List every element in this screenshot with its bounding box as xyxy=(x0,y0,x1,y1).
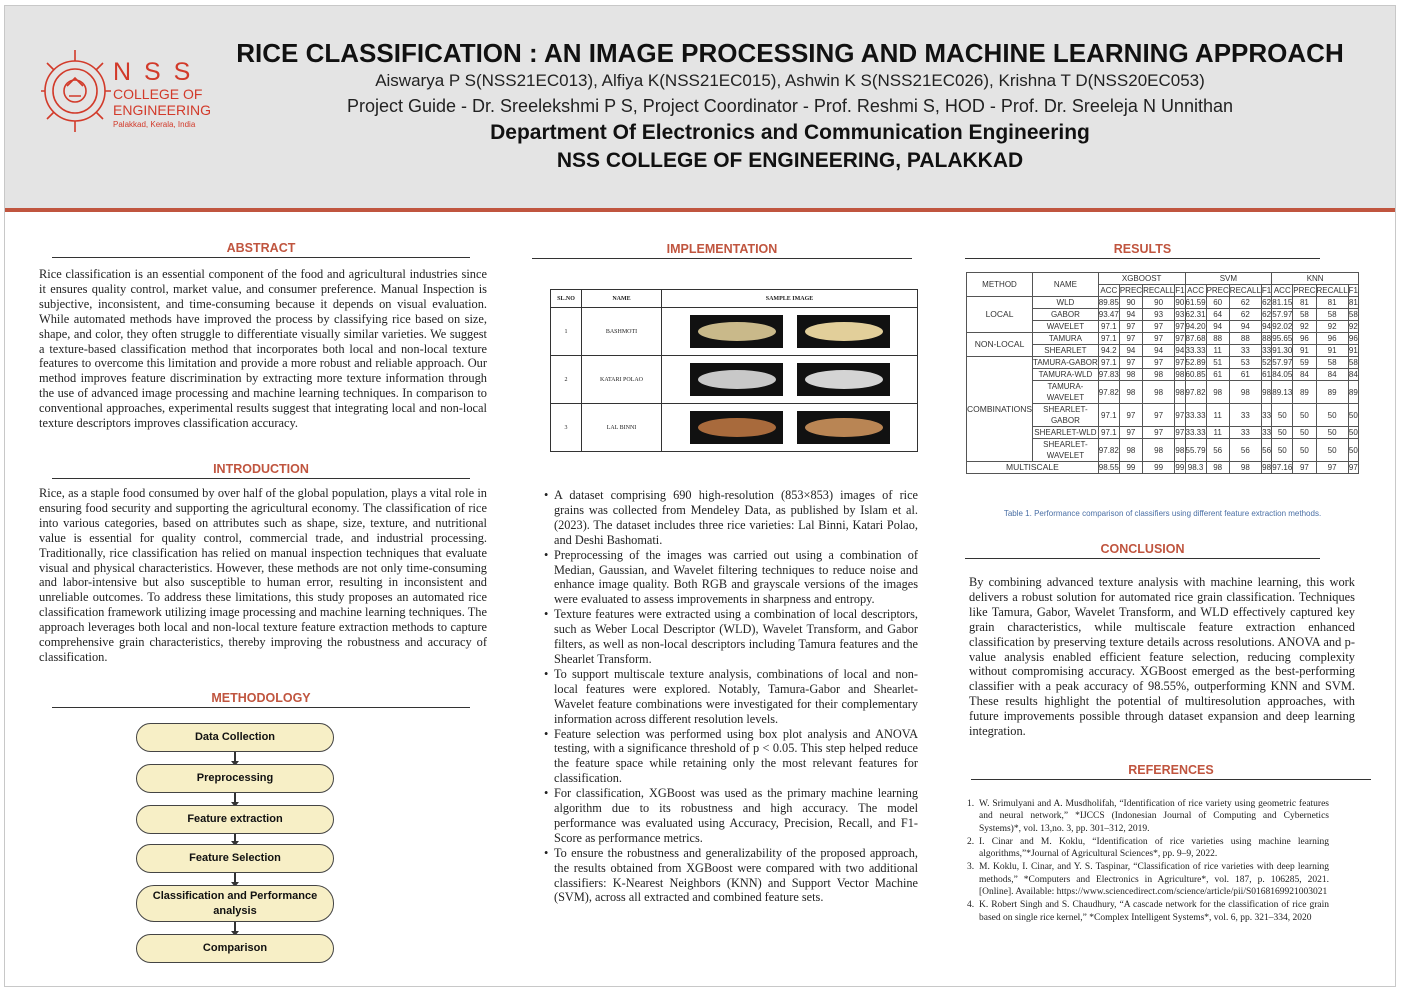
col-classifier: XGBOOST xyxy=(1098,273,1185,285)
metric-value-cell: 97.82 xyxy=(1098,381,1119,404)
metric-value-cell: 92 xyxy=(1293,321,1316,333)
metric-value-cell: 98 xyxy=(1175,381,1185,404)
list-item: • For classification, XGBoost was used as the primary machine learning algorithm due to its robustness and high accuracy. The model performance was evaluated using Accuracy, Precision, Recall, and F1-Score as performance metrics. xyxy=(542,786,918,846)
list-item: • Preprocessing of the images was carried out using a combination of Median, Gaussian, and Wavelet filtering techniques to reduce noise and enhance image quality. Both RGB and grayscale versions of the images were evaluated to assess improvements in sharpness and entropy. xyxy=(542,548,918,608)
metric-value-cell: 94 xyxy=(1175,346,1185,355)
sample-name: BASHMOTI xyxy=(582,308,662,356)
list-item: • Texture features were extracted using a combination of local descriptors, such as Weber Local Descriptor (WLD), Wavelet Transform, and Gabor filters, as well as non-local descriptors including Tamura features and the Shearlet Transform. xyxy=(542,607,918,667)
metric-value-cell: 61 xyxy=(1262,370,1272,379)
metric-value-cell: 98 xyxy=(1119,381,1142,404)
metric-value-cell: 99 xyxy=(1175,463,1185,472)
metric-value-cell: 33 xyxy=(1229,427,1261,439)
metric-value-cell: 50 xyxy=(1316,404,1348,427)
table-row xyxy=(967,333,1359,345)
conclusion-text: By combining advanced texture analysis with machine learning, this work delivers a robust solution for automated rice grain classification. Techniques like Tamura, Gabor, Wavelet Transform, and WLD effectively captured key grain characteristics, while multiscale feature extraction enhanced classification by preserving texture details across resolutions. ANOVA and p-value analysis enabled efficient feature selection, reducing complexity without compromising accuracy. XGBoost emerged as the best-performing classifier with a peak accuracy of 98.55%, outperforming KNN and SVM. These results highlight the potential of multiresolution approaches, with future improvements possible through dataset expansion and deep learning integration. xyxy=(969,575,1355,739)
metric-value-cell: 52.89 xyxy=(1185,358,1206,367)
metric-value-cell: 50 xyxy=(1272,404,1293,427)
metric-value-cell: 92 xyxy=(1348,322,1358,331)
metric-value-cell: 62 xyxy=(1229,297,1261,309)
metric-value-cell: 88 xyxy=(1229,333,1261,345)
table-row xyxy=(967,297,1359,309)
ref-number: 2. xyxy=(967,836,975,847)
rice-grain-image xyxy=(690,363,783,396)
metric-value-cell: 98 xyxy=(1119,439,1142,462)
sample-images-table xyxy=(550,289,918,452)
metric-value-cell: 97.82 xyxy=(1185,381,1206,404)
metric-value-cell: 89.13 xyxy=(1272,381,1293,404)
rice-grain-image xyxy=(797,411,890,444)
metric-value-cell: 96 xyxy=(1348,334,1358,343)
col-classifier: KNN xyxy=(1272,273,1359,285)
metric-value-cell: 94.2 xyxy=(1098,345,1119,357)
metric-value-cell: 53 xyxy=(1229,357,1261,369)
metric-value-cell: 50 xyxy=(1293,427,1316,439)
metric-value-cell: 98 xyxy=(1143,369,1175,381)
ref-text: W. Srimulyani and A. Musdholifah, “Identification of rice variety using geometric features and neural network,” *IJCCS (Indonesian Journal of Computing and Cybernetics Systems)*, vol. 13,no. 3, pp. 301–312, 2019. xyxy=(979,799,1329,834)
metric-value-cell: 94 xyxy=(1262,322,1272,331)
metric-value-cell: 58 xyxy=(1293,309,1316,321)
metric-value-cell: 94 xyxy=(1119,345,1142,357)
metric-value-cell: 58 xyxy=(1316,309,1348,321)
metric-value-cell: 84 xyxy=(1293,369,1316,381)
logo-line1: COLLEGE OF xyxy=(113,86,203,102)
poster-title: RICE CLASSIFICATION : AN IMAGE PROCESSING AND MACHINE LEARNING APPROACH xyxy=(236,38,1344,68)
metric-value-cell: 55.79 xyxy=(1185,439,1206,462)
metric-value-cell: 97 xyxy=(1175,334,1185,343)
metric-value-cell: 97 xyxy=(1175,322,1185,331)
logo-nss: N S S xyxy=(113,58,194,86)
metric-value-cell: 91 xyxy=(1316,345,1348,357)
metric-value-cell: 98 xyxy=(1175,370,1185,379)
metric-value-cell: 84.05 xyxy=(1272,370,1293,379)
ref-number: 1. xyxy=(967,799,975,809)
metric-value-cell: 94.20 xyxy=(1185,322,1206,331)
metric-value-cell: 97 xyxy=(1119,321,1142,333)
results-heading: RESULTS xyxy=(965,242,1320,259)
metric-value-cell: 57.97 xyxy=(1272,310,1293,319)
metric-value-cell: 94 xyxy=(1119,309,1142,321)
metric-value-cell: 96 xyxy=(1293,333,1316,345)
metric-value-cell: 50 xyxy=(1348,428,1358,437)
department: Department Of Electronics and Communication Engineering xyxy=(490,121,1090,144)
metric-value-cell: 97 xyxy=(1119,357,1142,369)
table-row xyxy=(967,357,1359,369)
flow-step-data-collection: Data Collection xyxy=(136,723,334,752)
metric-value-cell: 97.1 xyxy=(1098,357,1119,369)
feature-name-cell: SHEARLET-WLD xyxy=(1034,428,1097,437)
metric-value-cell: 64 xyxy=(1206,309,1229,321)
ref-number: 4. xyxy=(967,900,975,911)
abstract-text: Rice classification is an essential component of the food and agricultural industries since it ensures quality control, market value, and consumer preference. Manual Inspection is subjective, inconsistent, and time-consuming because it depends on visual evaluation. While automated methods have improved the process by classifying rice based on size, shape, and color, they often struggle to differentiate visually similar varieties. We suggest a texture-based classification method that incorporates both local and non-local texture features to overcome this limitation and provide a more robust and reliable approach. Our method improves feature discrimination by extracting more texture information through the use of advanced image processing and machine learning techniques. In comparison to conventional approaches, experimental results suggest that integrating local and non-local texture descriptors improves classification accuracy. xyxy=(39,267,487,431)
list-item: • To ensure the robustness and generalizability of the proposed approach, the results obtained from XGBoost were compared with two additional classifiers: K-Nearest Neighbors (KNN) and Support Vector Machine (SVM), across all extracted and combined feature sets. xyxy=(542,846,918,906)
sample-images xyxy=(662,356,918,404)
col-metric: RECALL xyxy=(1143,286,1175,295)
references-list xyxy=(967,798,1329,925)
col-metric: ACC xyxy=(1185,285,1206,297)
feature-name-cell: SHEARLET-WAVELET xyxy=(1033,439,1099,462)
metric-value-cell: 50 xyxy=(1348,404,1358,427)
metric-value-cell: 97.1 xyxy=(1098,427,1119,439)
metric-value-cell: 84 xyxy=(1316,369,1348,381)
metric-value-cell: 81 xyxy=(1348,298,1358,307)
table-row xyxy=(551,404,918,452)
metric-value-cell: 61 xyxy=(1229,369,1261,381)
metric-value-cell: 97 xyxy=(1175,358,1185,367)
guides: Project Guide - Dr. Sreelekshmi P S, Project Coordinator - Prof. Reshmi S, HOD - Prof. Dr. Sreeleja N Unnithan xyxy=(347,96,1233,116)
logo-line2: ENGINEERING xyxy=(113,102,212,118)
metric-value-cell: 97 xyxy=(1119,404,1142,427)
metric-value-cell: 33 xyxy=(1229,404,1261,427)
ref-number: 3. xyxy=(967,862,975,873)
feature-name-cell: GABOR xyxy=(1033,309,1099,321)
implementation-bullets xyxy=(542,488,918,905)
metric-value-cell: 89 xyxy=(1316,381,1348,404)
rice-grain-image xyxy=(690,411,783,444)
metric-value-cell: 58 xyxy=(1348,310,1358,319)
metric-value-cell: 61.59 xyxy=(1185,298,1206,307)
metric-value-cell: 93.47 xyxy=(1098,310,1119,319)
results-table-body xyxy=(967,297,1359,474)
col-name: NAME xyxy=(582,290,662,308)
col-metric: RECALL xyxy=(1229,286,1261,295)
metric-value-cell: 98 xyxy=(1262,463,1272,472)
metric-value-cell: 58 xyxy=(1316,357,1348,369)
metric-value-cell: 97 xyxy=(1143,321,1175,333)
metric-value-cell: 95.65 xyxy=(1272,334,1293,343)
metric-value-cell: 62 xyxy=(1262,298,1272,307)
metric-value-cell: 90 xyxy=(1175,298,1185,307)
metric-value-cell: 50 xyxy=(1316,427,1348,439)
metric-value-cell: 11 xyxy=(1206,345,1229,357)
flow-arrow-icon xyxy=(234,873,236,885)
metric-value-cell: 97 xyxy=(1175,428,1185,437)
metric-value-cell: 61 xyxy=(1206,369,1229,381)
poster xyxy=(4,5,1396,987)
ref-text: K. Robert Singh and S. Chaudhury, “A cascade network for the classification of rice grain based on single rice kernel,” *Complex Intelligent Systems*, vol. 6, pp. 321–334, 2020 xyxy=(979,900,1329,923)
metric-value-cell: 99 xyxy=(1143,462,1175,474)
metric-value-cell: 56 xyxy=(1229,439,1261,462)
metric-value-cell: 92.02 xyxy=(1272,322,1293,331)
list-item: • To support multiscale texture analysis, combinations of local and non-local features were explored. Notably, Tamura-Gabor and Shearlet-Wavelet feature combinations were investigated for their complementary information across different resolution levels. xyxy=(542,667,918,727)
metric-value-cell: 50 xyxy=(1293,404,1316,427)
feature-name-cell: TAMURA-WLD xyxy=(1033,369,1099,381)
col-metric: RECALL xyxy=(1316,286,1348,295)
flow-step-classification: Classification and Performance analysis xyxy=(136,885,334,922)
metric-value-cell: 33 xyxy=(1229,345,1261,357)
col-metric: F1 xyxy=(1175,286,1185,295)
metric-value-cell: 98 xyxy=(1229,462,1261,474)
metric-value-cell: 62 xyxy=(1262,310,1272,319)
metric-value-cell: 50 xyxy=(1348,439,1358,462)
feature-name-cell: WAVELET xyxy=(1033,321,1099,333)
metric-value-cell: 97 xyxy=(1316,462,1348,474)
sample-no: 1 xyxy=(551,308,582,356)
metric-value-cell: 93 xyxy=(1175,310,1185,319)
metric-value-cell: 97.82 xyxy=(1098,439,1119,462)
metric-value-cell: 93 xyxy=(1143,309,1175,321)
metric-value-cell: 97.83 xyxy=(1098,370,1119,379)
col-metric: PREC xyxy=(1206,286,1229,295)
abstract-heading: ABSTRACT xyxy=(52,241,470,258)
methodology-heading: METHODOLOGY xyxy=(52,691,470,708)
list-item xyxy=(967,798,1329,835)
metric-value-cell: 98.55 xyxy=(1098,463,1119,472)
feature-name-cell: TAMURA-WAVELET xyxy=(1033,381,1099,404)
list-item: • Feature selection was performed using box plot analysis and ANOVA testing, with a significance threshold of p < 0.05. This step helped reduce the feature space while retaining only the most relevant features for classification. xyxy=(542,727,918,787)
metric-value-cell: 97.1 xyxy=(1098,321,1119,333)
logo-location: Palakkad, Kerala, India xyxy=(113,120,196,129)
implementation-heading: IMPLEMENTATION xyxy=(532,242,912,259)
metric-value-cell: 91 xyxy=(1348,346,1358,355)
metric-value-cell: 62.31 xyxy=(1185,310,1206,319)
metric-value-cell: 97.16 xyxy=(1272,463,1293,472)
method-cell: LOCAL xyxy=(967,297,1033,333)
metric-value-cell: 98 xyxy=(1143,439,1175,462)
metric-value-cell: 91 xyxy=(1293,345,1316,357)
college-logo-text xyxy=(113,58,211,129)
results-table xyxy=(966,272,1359,474)
authors: Aiswarya P S(NSS21EC013), Alfiya K(NSS21EC015), Ashwin K S(NSS21EC026), Krishna T D(NSS20EC053) xyxy=(375,71,1205,90)
metric-value-cell: 33 xyxy=(1262,428,1272,437)
sample-no: 2 xyxy=(551,356,582,404)
metric-value-cell: 89 xyxy=(1348,381,1358,404)
col-metric: ACC xyxy=(1098,285,1119,297)
college-name: NSS COLLEGE OF ENGINEERING, PALAKKAD xyxy=(556,149,1024,172)
metric-value-cell: 98 xyxy=(1143,381,1175,404)
flow-arrow-icon xyxy=(234,834,236,844)
sample-name: LAL BINNI xyxy=(582,404,662,452)
metric-value-cell: 11 xyxy=(1206,404,1229,427)
metric-value-cell: 50 xyxy=(1316,439,1348,462)
metric-value-cell: 98 xyxy=(1206,462,1229,474)
ref-text: I. Cinar and M. Koklu, “Identification of rice varieties using machine learning algorithms,”*Journal of Agricultural Sciences*, pp. 9–9, 2022. xyxy=(979,836,1329,860)
metric-value-cell: 99 xyxy=(1119,462,1142,474)
flow-step-feature-extraction: Feature extraction xyxy=(136,805,334,834)
metric-value-cell: 97 xyxy=(1348,463,1358,472)
metric-value-cell: 84 xyxy=(1348,370,1358,379)
metric-value-cell: 89.85 xyxy=(1098,298,1119,307)
col-name: NAME xyxy=(1033,273,1099,297)
metric-value-cell: 33.33 xyxy=(1185,428,1206,437)
references-heading: REFERENCES xyxy=(971,763,1371,780)
metric-value-cell: 62 xyxy=(1229,309,1261,321)
sample-no: 3 xyxy=(551,404,582,452)
col-metric: ACC xyxy=(1272,285,1293,297)
sample-name: KATARI POLAO xyxy=(582,356,662,404)
metric-value-cell: 98 xyxy=(1261,381,1271,404)
feature-name-cell: SHEARLET-GABOR xyxy=(1033,404,1099,427)
feature-name-cell: MULTISCALE xyxy=(967,462,1099,474)
list-item xyxy=(967,861,1329,898)
metric-value-cell: 33 xyxy=(1261,404,1271,427)
list-item xyxy=(967,836,1329,861)
metric-value-cell: 98.3 xyxy=(1185,462,1206,474)
metric-value-cell: 96 xyxy=(1316,333,1348,345)
metric-value-cell: 59 xyxy=(1293,357,1316,369)
list-item: • A dataset comprising 690 high-resolution (853×853) images of rice grains was collected from Mendeley Data, as published by Islam et al. (2023). The dataset includes three rice varieties: Lal Binni, Katari Polao, and Deshi Bashomati. xyxy=(542,488,918,548)
metric-value-cell: 11 xyxy=(1206,427,1229,439)
metric-value-cell: 90 xyxy=(1143,297,1175,309)
metric-value-cell: 56 xyxy=(1206,439,1229,462)
list-item xyxy=(967,899,1329,924)
col-method: METHOD xyxy=(967,273,1033,297)
metric-value-cell: 58 xyxy=(1348,358,1358,367)
metric-value-cell: 97.1 xyxy=(1098,404,1119,427)
metric-value-cell: 52 xyxy=(1262,358,1272,367)
col-classifier: SVM xyxy=(1185,273,1272,285)
flow-arrow-icon xyxy=(234,793,236,805)
metric-value-cell: 60.85 xyxy=(1185,370,1206,379)
col-metric: PREC xyxy=(1119,286,1143,295)
metric-value-cell: 81.15 xyxy=(1272,298,1293,307)
metric-value-cell: 94 xyxy=(1229,321,1261,333)
metric-value-cell: 97 xyxy=(1143,427,1175,439)
metric-value-cell: 97 xyxy=(1143,357,1175,369)
table-row xyxy=(551,356,918,404)
metric-value-cell: 33.33 xyxy=(1185,346,1206,355)
metric-value-cell: 33.33 xyxy=(1185,404,1206,427)
flow-arrow-icon xyxy=(234,752,236,764)
metric-value-cell: 88 xyxy=(1206,333,1229,345)
metric-value-cell: 97 xyxy=(1119,427,1142,439)
method-cell: COMBINATIONS xyxy=(967,357,1033,462)
metric-value-cell: 98 xyxy=(1206,381,1229,404)
metric-value-cell: 98 xyxy=(1119,369,1142,381)
rice-grain-image xyxy=(797,315,890,348)
metric-value-cell: 51 xyxy=(1206,357,1229,369)
metric-value-cell: 60 xyxy=(1206,297,1229,309)
metric-value-cell: 87.68 xyxy=(1185,334,1206,343)
metric-value-cell: 97 xyxy=(1143,404,1175,427)
metric-value-cell: 50 xyxy=(1293,439,1316,462)
metric-value-cell: 91.30 xyxy=(1272,346,1293,355)
metric-value-cell: 94 xyxy=(1143,345,1175,357)
feature-name-cell: SHEARLET xyxy=(1033,345,1099,357)
conclusion-heading: CONCLUSION xyxy=(965,542,1320,559)
metric-value-cell: 88 xyxy=(1262,334,1272,343)
metric-value-cell: 90 xyxy=(1119,297,1142,309)
metric-value-cell: 94 xyxy=(1206,321,1229,333)
flow-step-comparison: Comparison xyxy=(136,934,334,963)
ref-text: M. Koklu, I. Cinar, and Y. S. Taspinar, “Classification of rice varieties with deep learning methods,” *Computers and Electronics in Agriculture*, vol. 187, p. 106285, 2021. [Online]. Available: https://www.sciencedirect.com/science/article/pii/S0168169921003021 xyxy=(979,862,1329,898)
table-row xyxy=(551,308,918,356)
metric-value-cell: 97 xyxy=(1175,404,1185,427)
table-row xyxy=(967,462,1359,474)
metric-value-cell: 97 xyxy=(1143,333,1175,345)
metric-value-cell: 98 xyxy=(1175,439,1185,462)
introduction-heading: INTRODUCTION xyxy=(52,462,470,479)
metric-value-cell: 56 xyxy=(1261,439,1271,462)
metric-value-cell: 81 xyxy=(1316,297,1348,309)
metric-value-cell: 81 xyxy=(1293,297,1316,309)
flow-step-feature-selection: Feature Selection xyxy=(136,844,334,873)
table-caption: Table 1. Performance comparison of classifiers using different feature extraction methods. xyxy=(1003,509,1322,518)
rice-grain-image xyxy=(797,363,890,396)
metric-value-cell: 33 xyxy=(1262,346,1272,355)
flow-step-preprocessing: Preprocessing xyxy=(136,764,334,793)
poster-header xyxy=(5,6,1395,212)
metric-value-cell: 92 xyxy=(1316,321,1348,333)
metric-value-cell: 50 xyxy=(1272,439,1293,462)
col-metric: F1 xyxy=(1348,286,1358,295)
col-slno: SL.NO xyxy=(551,290,582,308)
method-cell: NON-LOCAL xyxy=(967,333,1033,357)
metric-value-cell: 89 xyxy=(1293,381,1316,404)
feature-name-cell: WLD xyxy=(1033,297,1099,309)
introduction-text: Rice, as a staple food consumed by over half of the global population, plays a vital role in ensuring food security and supporting the agricultural economy. The classification of rice into various categories, based on attributes such as shape, size, texture, and nutritional value is essential for quality control, commercial trade, and industrial processing. Traditionally, rice classification has relied on manual inspection techniques that evaluate visual and physical characteristics. However, these methods are not only time-consuming and labor-intensive but also susceptible to human error, resulting in inconsistent and unreliable outcomes. To address these limitations, this study proposes an automated rice classification framework utilizing image processing and machine learning techniques. The approach leverages both local and non-local texture feature extraction methods to capture comprehensive grain characteristics, thereby improving the robustness and accuracy of classification. xyxy=(39,486,487,664)
metric-value-cell: 97 xyxy=(1293,462,1316,474)
col-sample-image: SAMPLE IMAGE xyxy=(662,290,918,308)
col-metric: F1 xyxy=(1261,286,1272,295)
metric-value-cell: 97.1 xyxy=(1098,333,1119,345)
metric-value-cell: 50 xyxy=(1272,427,1293,439)
metric-value-cell: 57.97 xyxy=(1272,358,1293,367)
metric-value-cell: 97 xyxy=(1119,333,1142,345)
flow-arrow-icon xyxy=(234,922,236,934)
metric-value-cell: 98 xyxy=(1229,381,1261,404)
sample-images xyxy=(662,308,918,356)
feature-name-cell: TAMURA-GABOR xyxy=(1033,358,1098,367)
sample-images xyxy=(662,404,918,452)
feature-name-cell: TAMURA xyxy=(1033,333,1099,345)
col-metric: PREC xyxy=(1293,286,1316,295)
rice-grain-image xyxy=(690,315,783,348)
